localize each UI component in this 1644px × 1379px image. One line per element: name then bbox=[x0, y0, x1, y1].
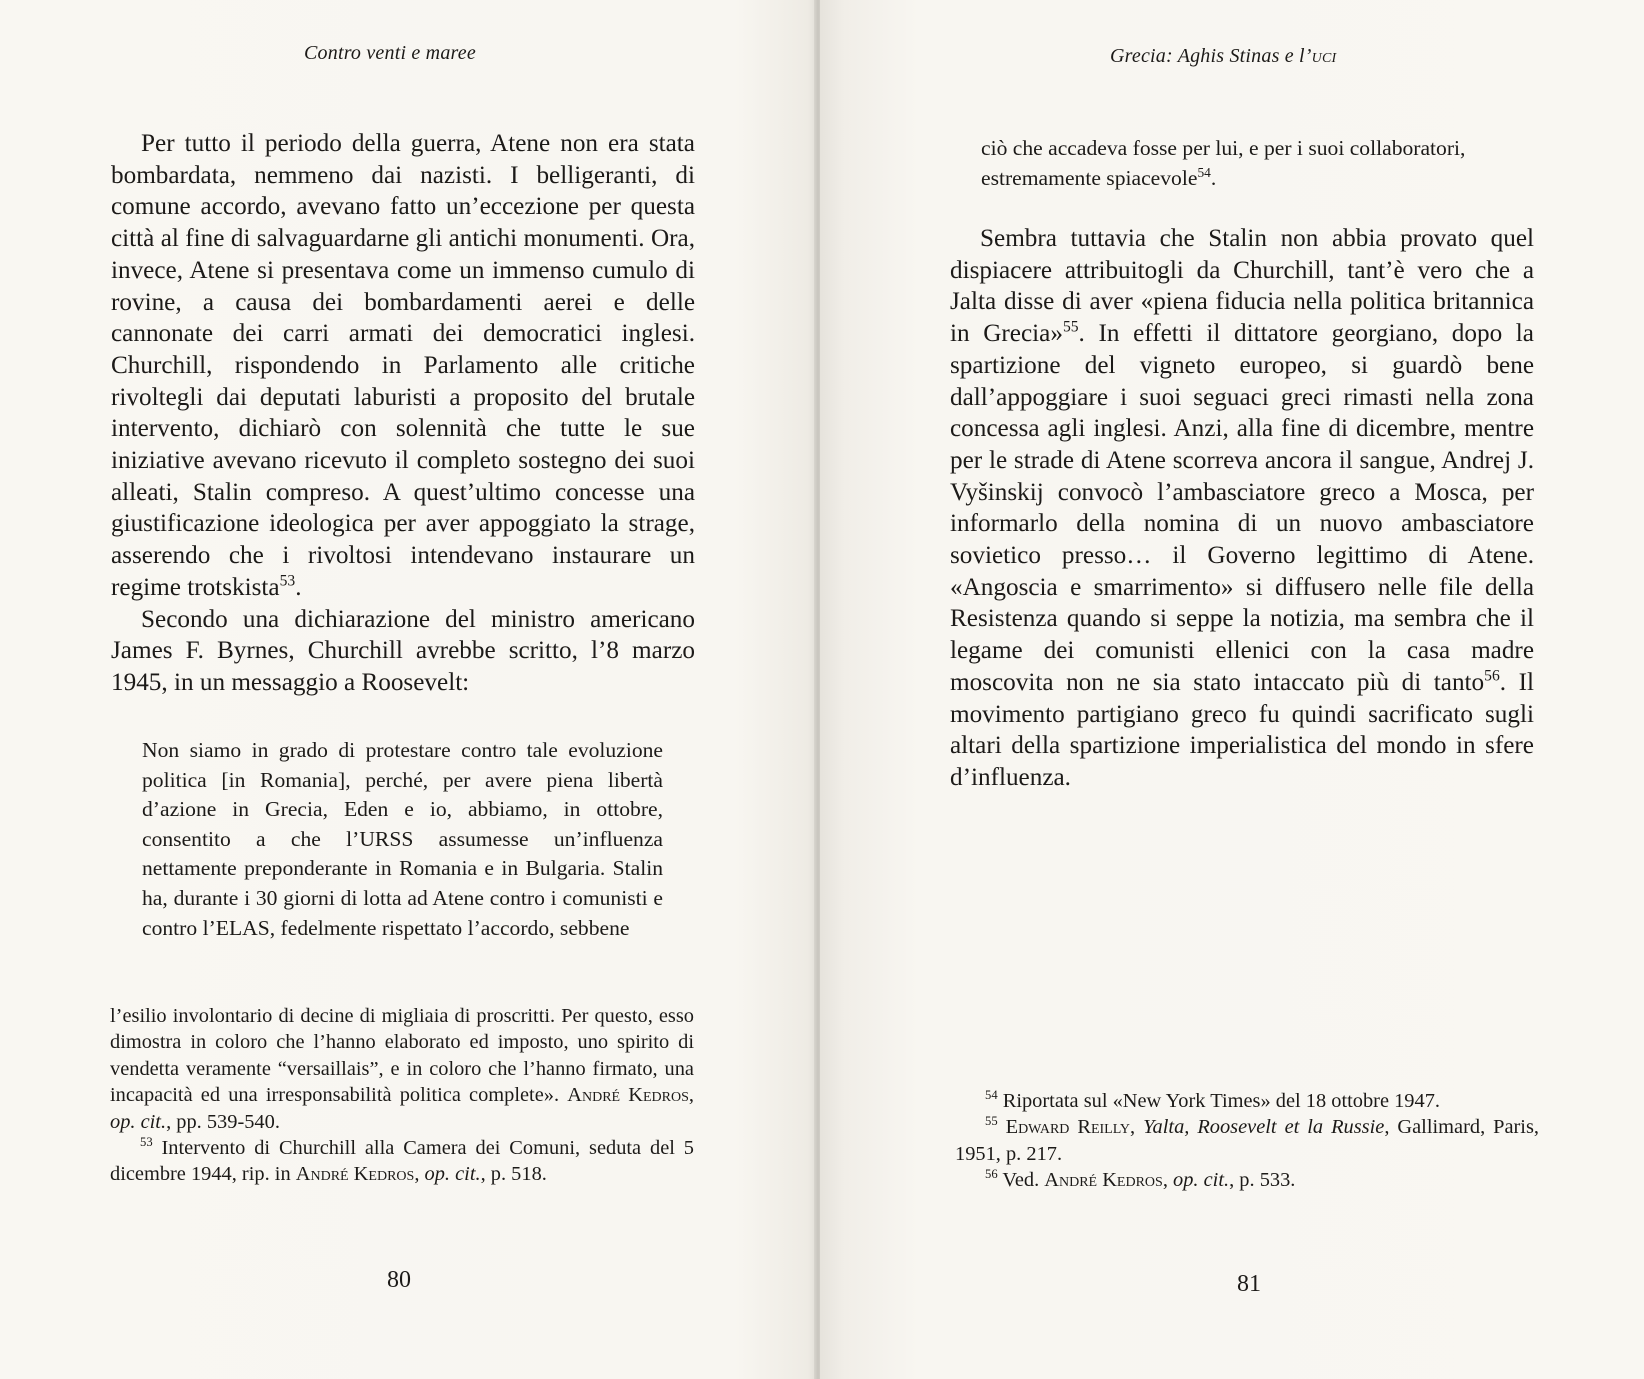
left-body-text bbox=[111, 128, 695, 699]
quote-elas: ELAS bbox=[215, 915, 270, 940]
right-body-text bbox=[950, 223, 1534, 794]
footnote-53-opcit: op. cit. bbox=[424, 1163, 481, 1186]
footnote-ref-54: 54 bbox=[1197, 164, 1211, 180]
right-running-head-acronym: uci bbox=[1311, 45, 1337, 67]
left-footnotes bbox=[110, 1003, 694, 1188]
quote-continuation-body: ciò che accadeva fosse per lui, e per i suoi collaboratori, estremamente spiacevole bbox=[981, 136, 1466, 190]
footnote-ref-56: 56 bbox=[1484, 667, 1500, 685]
left-page bbox=[0, 0, 816, 1379]
left-page-number: 80 bbox=[387, 1267, 411, 1293]
footnote-56-opcit: op. cit. bbox=[1173, 1169, 1230, 1192]
footnote-55-rest: , Gallimard, Paris, 1951, p. 217. bbox=[955, 1116, 1540, 1165]
footnote-55-sep: , bbox=[1130, 1116, 1144, 1139]
right-paragraph-1c: . Il movimento partigiano greco fu quindi sacrificato sugli altari della spartizione imperialistica del mondo in sfere d’influenza. bbox=[950, 668, 1534, 791]
footnote-continued-author: André Kedros bbox=[567, 1084, 689, 1107]
right-footnotes bbox=[955, 1088, 1539, 1194]
footnote-continued-opcit: op. cit. bbox=[110, 1110, 167, 1133]
footnote-54-text: Riportata sul «New York Times» del 18 ottobre 1947. bbox=[997, 1090, 1440, 1112]
footnote-56-author: André Kedros bbox=[1044, 1169, 1163, 1192]
footnote-53-number: 53 bbox=[140, 1135, 153, 1150]
footnote-53-author: André Kedros bbox=[295, 1163, 415, 1186]
footnote-53-sep: , bbox=[414, 1163, 425, 1186]
right-paragraph-1b: . In effetti il dittatore georgiano, dopo la spartizione del vigneto europeo, si guardò bene dall’appoggiare i suoi seguaci greci rimasti nella zona concessa agli inglesi. Anzi, alla fine di dicembre, mentre per le strade di Atene scorreva ancora il sangue, Andrej J. Vyšinskij convocò l’ambasciatore greco a Mosca, per informarlo della nomina di un nuovo ambasciatore sovietico presso… il Governo legittimo di Atene. «Angoscia e smarrimento» si diffusero nelle file della Resistenza quando si seppe la notizia, ma sembra che il legame dei comunisti ellenici con la casa madre moscovita non ne sia stato intaccato più di tanto bbox=[950, 320, 1534, 696]
footnote-55-number: 55 bbox=[985, 1114, 998, 1129]
right-paragraph-1 bbox=[950, 223, 1534, 794]
left-paragraph-1-text: Per tutto il periodo della guerra, Atene non era stata bombardata, nemmeno dai nazisti. I belligeranti, di comune accordo, avevano fatto un’eccezione per questa città al fine di salvaguardarne gli antichi monumenti. Ora, invece, Atene si presentava come un immenso cumulo di rovine, a causa dei bombardamenti aerei e delle cannonate dei carri armati dei democratici inglesi. Churchill, rispondendo in Parlamento alle critiche rivoltegli dai deputati laburisti a proposito del brutale intervento, dichiarò con solennità che tutte le sue iniziative avevano ricevuto il completo sostegno dei suoi alleati, Stalin compreso. A quest’ultimo concesse una giustificazione ideologica per aver appoggiato la strage, asserendo che i rivoltosi intendevano instaurare un regime trotskista bbox=[111, 130, 695, 601]
footnote-55-title: Yalta, Roosevelt et la Russie bbox=[1143, 1116, 1385, 1139]
left-running-head: Contro venti e maree bbox=[304, 42, 476, 64]
footnote-ref-53: 53 bbox=[279, 572, 296, 590]
footnote-56-number: 56 bbox=[985, 1167, 998, 1182]
right-running-head-prefix: Grecia: Aghis Stinas e l’ bbox=[1110, 45, 1312, 67]
quote-part-3: , fedelmente rispettato l’accordo, sebbene bbox=[269, 915, 630, 940]
footnote-53-pages: , p. 518. bbox=[480, 1163, 547, 1186]
quote-continuation-text bbox=[981, 134, 1502, 193]
footnote-56 bbox=[955, 1167, 1539, 1193]
block-quote bbox=[142, 736, 663, 943]
footnote-53-text: Intervento di Churchill alla Camera dei Comuni, seduta del 5 dicembre 1944, rip. in bbox=[110, 1137, 694, 1186]
footnote-55-author: Edward Reilly bbox=[1005, 1116, 1130, 1139]
quote-continuation-end: . bbox=[1210, 165, 1217, 190]
right-page bbox=[820, 0, 1644, 1379]
footnote-54-number: 54 bbox=[985, 1088, 998, 1103]
quote-continuation bbox=[981, 134, 1502, 193]
footnote-56-pages: , p. 533. bbox=[1229, 1169, 1296, 1192]
block-quote-text bbox=[142, 736, 663, 943]
quote-part-1: Non siamo in grado di protestare contro tale evoluzione politica [in Romania], perché, per avere piena libertà d’azione in Grecia, Eden e io, abbiamo, in ottobre, consentito a che l’ bbox=[142, 738, 663, 851]
quote-urss: URSS bbox=[359, 826, 414, 851]
footnote-53 bbox=[110, 1135, 694, 1188]
left-paragraph-1 bbox=[111, 128, 695, 604]
footnote-continued-sep: , bbox=[688, 1084, 694, 1107]
footnote-56-sep: , bbox=[1162, 1169, 1174, 1192]
footnote-54 bbox=[955, 1088, 1539, 1114]
left-paragraph-1-end: . bbox=[295, 573, 302, 601]
footnote-continued-text: l’esilio involontario di decine di migliaia di proscritti. Per questo, esso dimostra in coloro che l’hanno elaborato ed imposto, uno spirito di vendetta veramente “versaillais”, e in coloro che l’hanno firmato, una incapacità ed una irresponsabilità politica complete». bbox=[110, 1005, 694, 1107]
footnote-continued-pages: , pp. 539-540. bbox=[166, 1110, 280, 1133]
footnote-55 bbox=[955, 1114, 1539, 1167]
right-paragraph-1a: Sembra tuttavia che Stalin non abbia provato quel dispiacere attribuitogli da Churchill, tant’è vero che a Jalta disse di aver «piena fiducia nella politica britannica in Grecia» bbox=[950, 225, 1534, 348]
right-page-number: 81 bbox=[1237, 1271, 1261, 1297]
quote-part-2: assumesse un’influenza nettamente preponderante in Romania e in Bulgaria. Stalin ha, durante i 30 giorni di lotta ad Atene contro i comunisti e contro l’ bbox=[142, 826, 663, 940]
footnote-continued bbox=[110, 1003, 694, 1135]
left-paragraph-2: Secondo una dichiarazione del ministro americano James F. Byrnes, Churchill avrebbe scritto, l’8 marzo 1945, in un messaggio a Roosevelt: bbox=[111, 605, 695, 696]
footnote-ref-55: 55 bbox=[1062, 318, 1079, 336]
right-running-head bbox=[1110, 45, 1336, 68]
footnote-56-text: Ved. bbox=[997, 1169, 1045, 1192]
